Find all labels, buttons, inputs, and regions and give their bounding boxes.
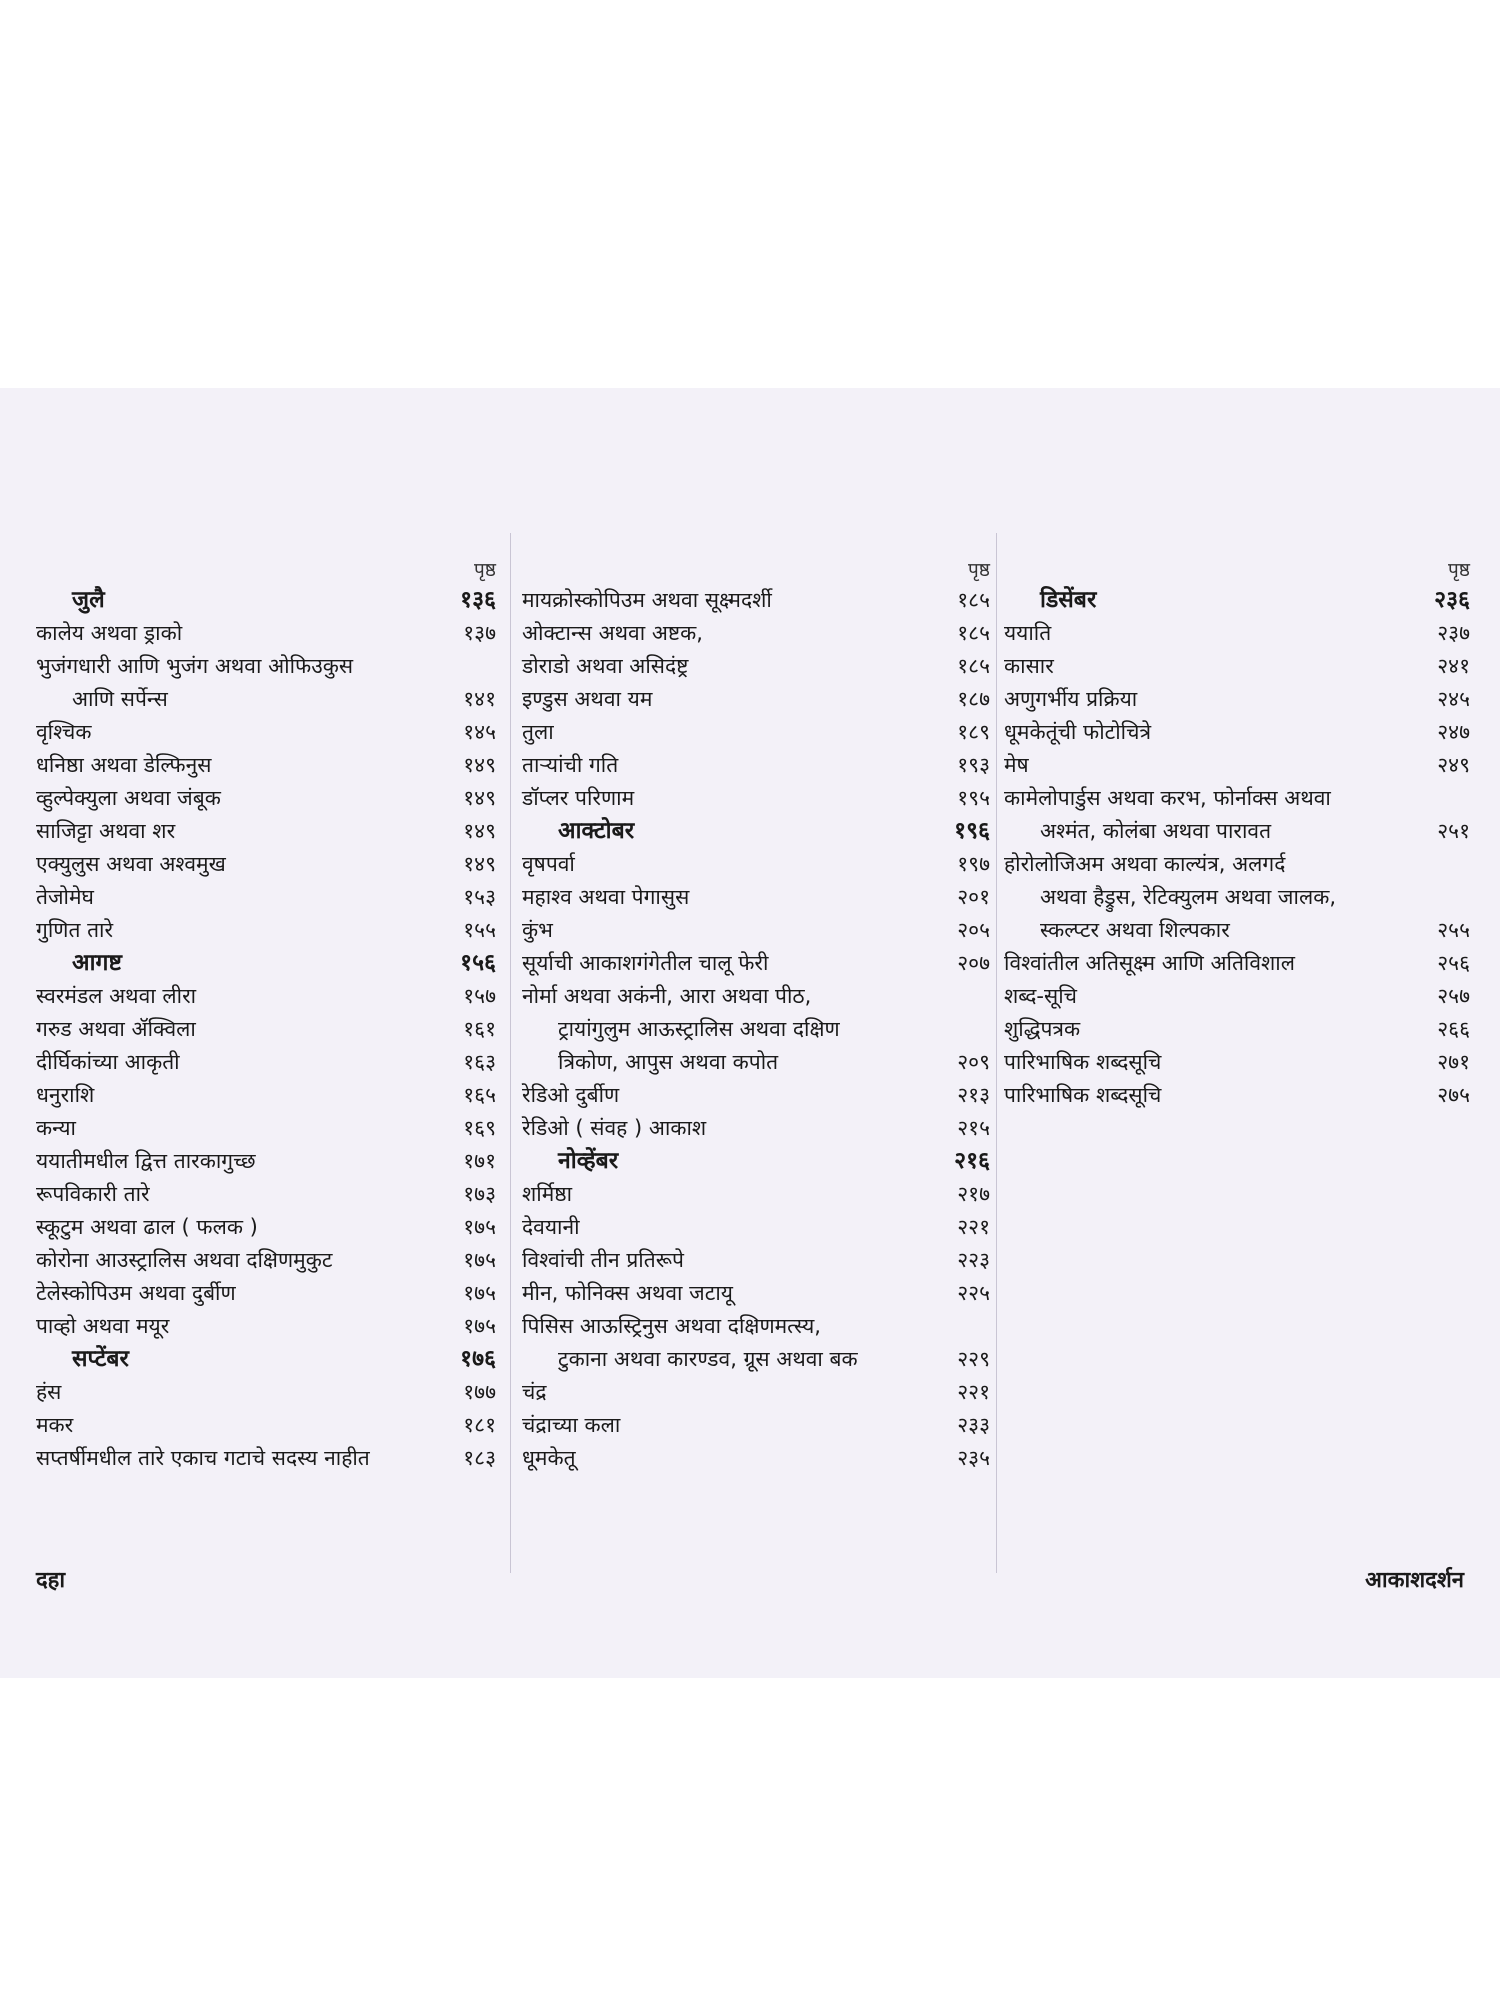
contents-entry xyxy=(522,683,990,716)
page-number: १५३ xyxy=(463,885,496,909)
page-number: २०१ xyxy=(957,885,990,909)
page-number: २१७ xyxy=(957,1182,990,1206)
entry-title: सूर्याची आकाशगंगेतील चालू फेरी xyxy=(522,951,769,975)
month-heading xyxy=(36,584,496,617)
entry-title: धूमकेतूंची फोटोचित्रे xyxy=(1004,720,1152,744)
contents-entry xyxy=(1004,947,1470,980)
entry-title: वृश्चिक xyxy=(36,720,92,744)
contents-entry xyxy=(36,914,496,947)
entry-title: व्हुल्पेक्युला अथवा जंबूक xyxy=(36,786,221,810)
page-number: २३५ xyxy=(957,1446,990,1470)
contents-entry xyxy=(522,1244,990,1277)
month-heading xyxy=(36,1343,496,1376)
page-number: १९७ xyxy=(957,852,990,876)
contents-entry xyxy=(36,716,496,749)
entry-title: पाव्हो अथवा मयूर xyxy=(36,1314,170,1338)
page-number: १७३ xyxy=(463,1182,496,1206)
contents-entry xyxy=(522,1178,990,1211)
entry-title: रूपविकारी तारे xyxy=(36,1182,150,1206)
entry-title: आणि सर्पेन्स xyxy=(72,687,168,711)
entry-title: तेजोमेघ xyxy=(36,885,94,909)
entry-title: धूमकेतू xyxy=(522,1446,576,1470)
page-number: २३६ xyxy=(1434,587,1470,613)
entry-title: हंस xyxy=(36,1380,62,1404)
page-number: १४९ xyxy=(463,786,496,810)
entry-title: देवयानी xyxy=(522,1215,580,1239)
contents-entry xyxy=(36,749,496,782)
entry-title: ययातीमधील द्वित्त तारकागुच्छ xyxy=(36,1149,256,1173)
entry-title: रेडिओ दुर्बीण xyxy=(522,1083,620,1107)
entry-title: अणुगर्भीय प्रक्रिया xyxy=(1004,687,1138,711)
page-number: १४५ xyxy=(463,720,496,744)
page-number: १७५ xyxy=(463,1215,496,1239)
page-column-header: पृष्ठ xyxy=(968,559,990,581)
month-heading xyxy=(36,947,496,980)
page-number: २४१ xyxy=(1437,654,1470,678)
contents-entry xyxy=(36,1079,496,1112)
contents-entry xyxy=(1004,716,1470,749)
contents-entry xyxy=(1004,650,1470,683)
page-number: १८५ xyxy=(957,654,990,678)
contents-entry xyxy=(36,1178,496,1211)
entry-title: कासार xyxy=(1004,654,1054,678)
page-number: २७१ xyxy=(1437,1050,1470,1074)
page-number: १५७ xyxy=(463,984,496,1008)
page-number: १८९ xyxy=(957,720,990,744)
entry-title: विश्वांची तीन प्रतिरूपे xyxy=(522,1248,684,1272)
entry-title: तुला xyxy=(522,720,554,744)
contents-entry xyxy=(522,914,990,947)
contents-entry xyxy=(1004,749,1470,782)
contents-entry xyxy=(1004,617,1470,650)
page-number: १९५ xyxy=(957,786,990,810)
entry-title: कोरोना आउस्ट्रालिस अथवा दक्षिणमुकुट xyxy=(36,1248,333,1272)
entry-title: इण्डुस अथवा यम xyxy=(522,687,653,711)
page-number: २५६ xyxy=(1437,951,1470,975)
entry-title: नोर्मा अथवा अकंनी, आरा अथवा पीठ, xyxy=(522,984,812,1008)
page-number: २२३ xyxy=(957,1248,990,1272)
page-number: १७५ xyxy=(463,1281,496,1305)
entry-title: पारिभाषिक शब्दसूचि xyxy=(1004,1050,1162,1074)
entry-title: चंद्र xyxy=(522,1380,547,1404)
contents-entry-continuation xyxy=(522,1046,990,1079)
contents-entry xyxy=(36,980,496,1013)
contents-entry xyxy=(522,1112,990,1145)
entry-title: मकर xyxy=(36,1413,74,1437)
contents-column-1 xyxy=(36,556,496,1475)
page-number: १७१ xyxy=(463,1149,496,1173)
contents-entry xyxy=(522,1442,990,1475)
entry-title: कुंभ xyxy=(522,918,553,942)
entry-title: शुद्धिपत्रक xyxy=(1004,1017,1081,1041)
contents-entry xyxy=(36,1046,496,1079)
contents-entry xyxy=(522,980,990,1013)
entry-title: दीर्घिकांच्या आकृती xyxy=(36,1050,180,1074)
page-number: २७५ xyxy=(1437,1083,1470,1107)
contents-entry-continuation xyxy=(36,683,496,716)
page-number: १८७ xyxy=(957,687,990,711)
entry-title: टेलेस्कोपिउम अथवा दुर्बीण xyxy=(36,1281,236,1305)
contents-entry xyxy=(522,782,990,815)
page-number: १४९ xyxy=(463,852,496,876)
contents-entry xyxy=(522,947,990,980)
contents-column-2 xyxy=(522,556,990,1475)
entry-title: शब्द-सूचि xyxy=(1004,984,1077,1008)
entry-title: मेष xyxy=(1004,753,1029,777)
page-number: १७५ xyxy=(463,1314,496,1338)
entry-title: स्कूटुम अथवा ढाल ( फलक ) xyxy=(36,1215,258,1239)
entry-title: कन्या xyxy=(36,1116,76,1140)
page-number: १८३ xyxy=(463,1446,496,1470)
page-number: १९६ xyxy=(954,818,990,844)
entry-title: सप्तर्षीमधील तारे एकाच गटाचे सदस्य नाहीत xyxy=(36,1446,370,1470)
page-number: १३६ xyxy=(460,587,496,613)
month-heading xyxy=(522,815,990,848)
contents-entry xyxy=(1004,848,1470,881)
page-column-header: पृष्ठ xyxy=(474,559,496,581)
contents-entry xyxy=(522,848,990,881)
contents-entry xyxy=(522,881,990,914)
contents-entry xyxy=(36,782,496,815)
page-number: १६९ xyxy=(463,1116,496,1140)
page-number: १५६ xyxy=(460,950,496,976)
entry-title: वृषपर्वा xyxy=(522,852,575,876)
entry-title: अश्मंत, कोलंबा अथवा पारावत xyxy=(1040,819,1272,843)
entry-title: अथवा हैड्रुस, रेटिक्युलम अथवा जालक, xyxy=(1040,885,1336,909)
entry-title: डोराडो अथवा असिदंष्ट्र xyxy=(522,654,689,678)
entry-title: ट्रायांगुलुम आऊस्ट्रालिस अथवा दक्षिण xyxy=(558,1017,840,1041)
entry-title: महाश्व अथवा पेगासुस xyxy=(522,885,690,909)
entry-title: धनुराशि xyxy=(36,1083,95,1107)
page-number: २०५ xyxy=(957,918,990,942)
month-title: आक्टोबर xyxy=(558,818,635,844)
page-number: १८५ xyxy=(957,588,990,612)
page-number: २६६ xyxy=(1437,1017,1470,1041)
page-number: १७५ xyxy=(463,1248,496,1272)
contents-page xyxy=(0,388,1500,1678)
contents-entry xyxy=(1004,980,1470,1013)
entry-title: चंद्राच्या कला xyxy=(522,1413,621,1437)
contents-entry xyxy=(36,617,496,650)
contents-entry xyxy=(1004,1046,1470,1079)
contents-entry xyxy=(36,881,496,914)
entry-title: रेडिओ ( संवह ) आकाश xyxy=(522,1116,707,1140)
page-number: १८५ xyxy=(957,621,990,645)
entry-title: टुकाना अथवा कारण्डव, ग्रूस अथवा बक xyxy=(558,1347,858,1371)
entry-title: धनिष्ठा अथवा डेल्फिनुस xyxy=(36,753,212,777)
contents-entry xyxy=(36,1112,496,1145)
column-divider xyxy=(510,533,511,1573)
entry-title: शर्मिष्ठा xyxy=(522,1182,573,1206)
entry-title: डॉप्लर परिणाम xyxy=(522,786,635,810)
month-title: नोव्हेंबर xyxy=(558,1148,619,1174)
entry-title: होरोलोजिअम अथवा काल्यंत्र, अलगर्द xyxy=(1004,852,1286,876)
page-number: १८१ xyxy=(463,1413,496,1437)
page-number: २४७ xyxy=(1437,720,1470,744)
entry-title: भुजंगधारी आणि भुजंग अथवा ओफिउकुस xyxy=(36,654,354,678)
page-number: २५१ xyxy=(1437,819,1470,843)
contents-entry xyxy=(522,1211,990,1244)
month-title: सप्टेंबर xyxy=(72,1346,129,1372)
contents-entry xyxy=(36,1310,496,1343)
page-number: २४९ xyxy=(1437,753,1470,777)
contents-entry-continuation xyxy=(522,1013,990,1046)
month-title: डिसेंबर xyxy=(1040,587,1097,613)
entry-title: साजिट्टा अथवा शर xyxy=(36,819,176,843)
contents-entry xyxy=(522,1409,990,1442)
contents-entry xyxy=(1004,1013,1470,1046)
page-number: १६१ xyxy=(463,1017,496,1041)
page-number: २२१ xyxy=(957,1380,990,1404)
entry-title: त्रिकोण, आपुस अथवा कपोत xyxy=(558,1050,779,1074)
page-number: २४५ xyxy=(1437,687,1470,711)
contents-entry xyxy=(522,1376,990,1409)
page-number: २३३ xyxy=(957,1413,990,1437)
page-number: २२५ xyxy=(957,1281,990,1305)
page-number: २५७ xyxy=(1437,984,1470,1008)
contents-entry xyxy=(522,1079,990,1112)
entry-title: स्कल्प्टर अथवा शिल्पकार xyxy=(1040,918,1230,942)
contents-entry xyxy=(36,1442,496,1475)
page-number: २०९ xyxy=(957,1050,990,1074)
contents-entry xyxy=(1004,1079,1470,1112)
contents-entry xyxy=(36,1376,496,1409)
entry-title: ओक्टान्स अथवा अष्टक, xyxy=(522,621,703,645)
page-number: २०७ xyxy=(957,951,990,975)
entry-title: ययाति xyxy=(1004,621,1052,645)
page-number: १३७ xyxy=(463,621,496,645)
contents-entry xyxy=(522,749,990,782)
entry-title: गरुड अथवा ॲक्विला xyxy=(36,1017,196,1041)
contents-entry-continuation xyxy=(1004,881,1470,914)
page-number: २१६ xyxy=(954,1148,990,1174)
contents-column-3 xyxy=(1004,556,1470,1112)
page-number: २५५ xyxy=(1437,918,1470,942)
contents-entry xyxy=(36,650,496,683)
page-number: २२९ xyxy=(957,1347,990,1371)
page-number: १५५ xyxy=(463,918,496,942)
contents-entry xyxy=(522,650,990,683)
column-divider xyxy=(996,533,997,1573)
contents-entry xyxy=(36,848,496,881)
entry-title: स्वरमंडल अथवा लीरा xyxy=(36,984,197,1008)
page-number: १६३ xyxy=(463,1050,496,1074)
contents-entry xyxy=(1004,683,1470,716)
page-number: १४१ xyxy=(463,687,496,711)
page-number: २१५ xyxy=(957,1116,990,1140)
month-heading xyxy=(1004,584,1470,617)
contents-entry xyxy=(522,1277,990,1310)
month-title: आगष्ट xyxy=(72,950,122,976)
entry-title: मीन, फोनिक्स अथवा जटायू xyxy=(522,1281,733,1305)
contents-entry xyxy=(522,617,990,650)
contents-entry xyxy=(522,1310,990,1343)
contents-entry xyxy=(36,1013,496,1046)
contents-entry xyxy=(522,584,990,617)
contents-entry xyxy=(36,1211,496,1244)
month-title: जुलै xyxy=(72,587,105,613)
contents-entry xyxy=(1004,782,1470,815)
contents-entry-continuation xyxy=(522,1343,990,1376)
entry-title: विश्वांतील अतिसूक्ष्म आणि अतिविशाल xyxy=(1004,951,1295,975)
page-number: १६५ xyxy=(463,1083,496,1107)
entry-title: पारिभाषिक शब्दसूचि xyxy=(1004,1083,1162,1107)
contents-entry xyxy=(36,1409,496,1442)
page-number: १७७ xyxy=(463,1380,496,1404)
contents-entry-continuation xyxy=(1004,815,1470,848)
contents-entry xyxy=(522,716,990,749)
entry-title: ताऱ्यांची गति xyxy=(522,753,619,777)
contents-entry xyxy=(36,815,496,848)
page-number: १४९ xyxy=(463,819,496,843)
book-title-footer: आकाशदर्शन xyxy=(1365,1568,1464,1593)
contents-entry xyxy=(36,1145,496,1178)
contents-entry-continuation xyxy=(1004,914,1470,947)
contents-entry xyxy=(36,1244,496,1277)
page-number: १४९ xyxy=(463,753,496,777)
entry-title: गुणित तारे xyxy=(36,918,114,942)
entry-title: एक्युलुस अथवा अश्वमुख xyxy=(36,852,226,876)
page-number-footer: दहा xyxy=(36,1568,66,1593)
page-number: १९३ xyxy=(957,753,990,777)
month-heading xyxy=(522,1145,990,1178)
page-number: २३७ xyxy=(1437,621,1470,645)
page-number: २२१ xyxy=(957,1215,990,1239)
entry-title: कामेलोपार्डुस अथवा करभ, फोर्नाक्स अथवा xyxy=(1004,786,1331,810)
entry-title: पिसिस आऊस्ट्रिनुस अथवा दक्षिणमत्स्य, xyxy=(522,1314,821,1338)
page-number: २१३ xyxy=(957,1083,990,1107)
contents-entry xyxy=(36,1277,496,1310)
entry-title: कालेय अथवा ड्राको xyxy=(36,621,183,645)
page-column-header: पृष्ठ xyxy=(1448,559,1470,581)
page-number: १७६ xyxy=(460,1346,496,1372)
entry-title: मायक्रोस्कोपिउम अथवा सूक्ष्मदर्शी xyxy=(522,588,772,612)
